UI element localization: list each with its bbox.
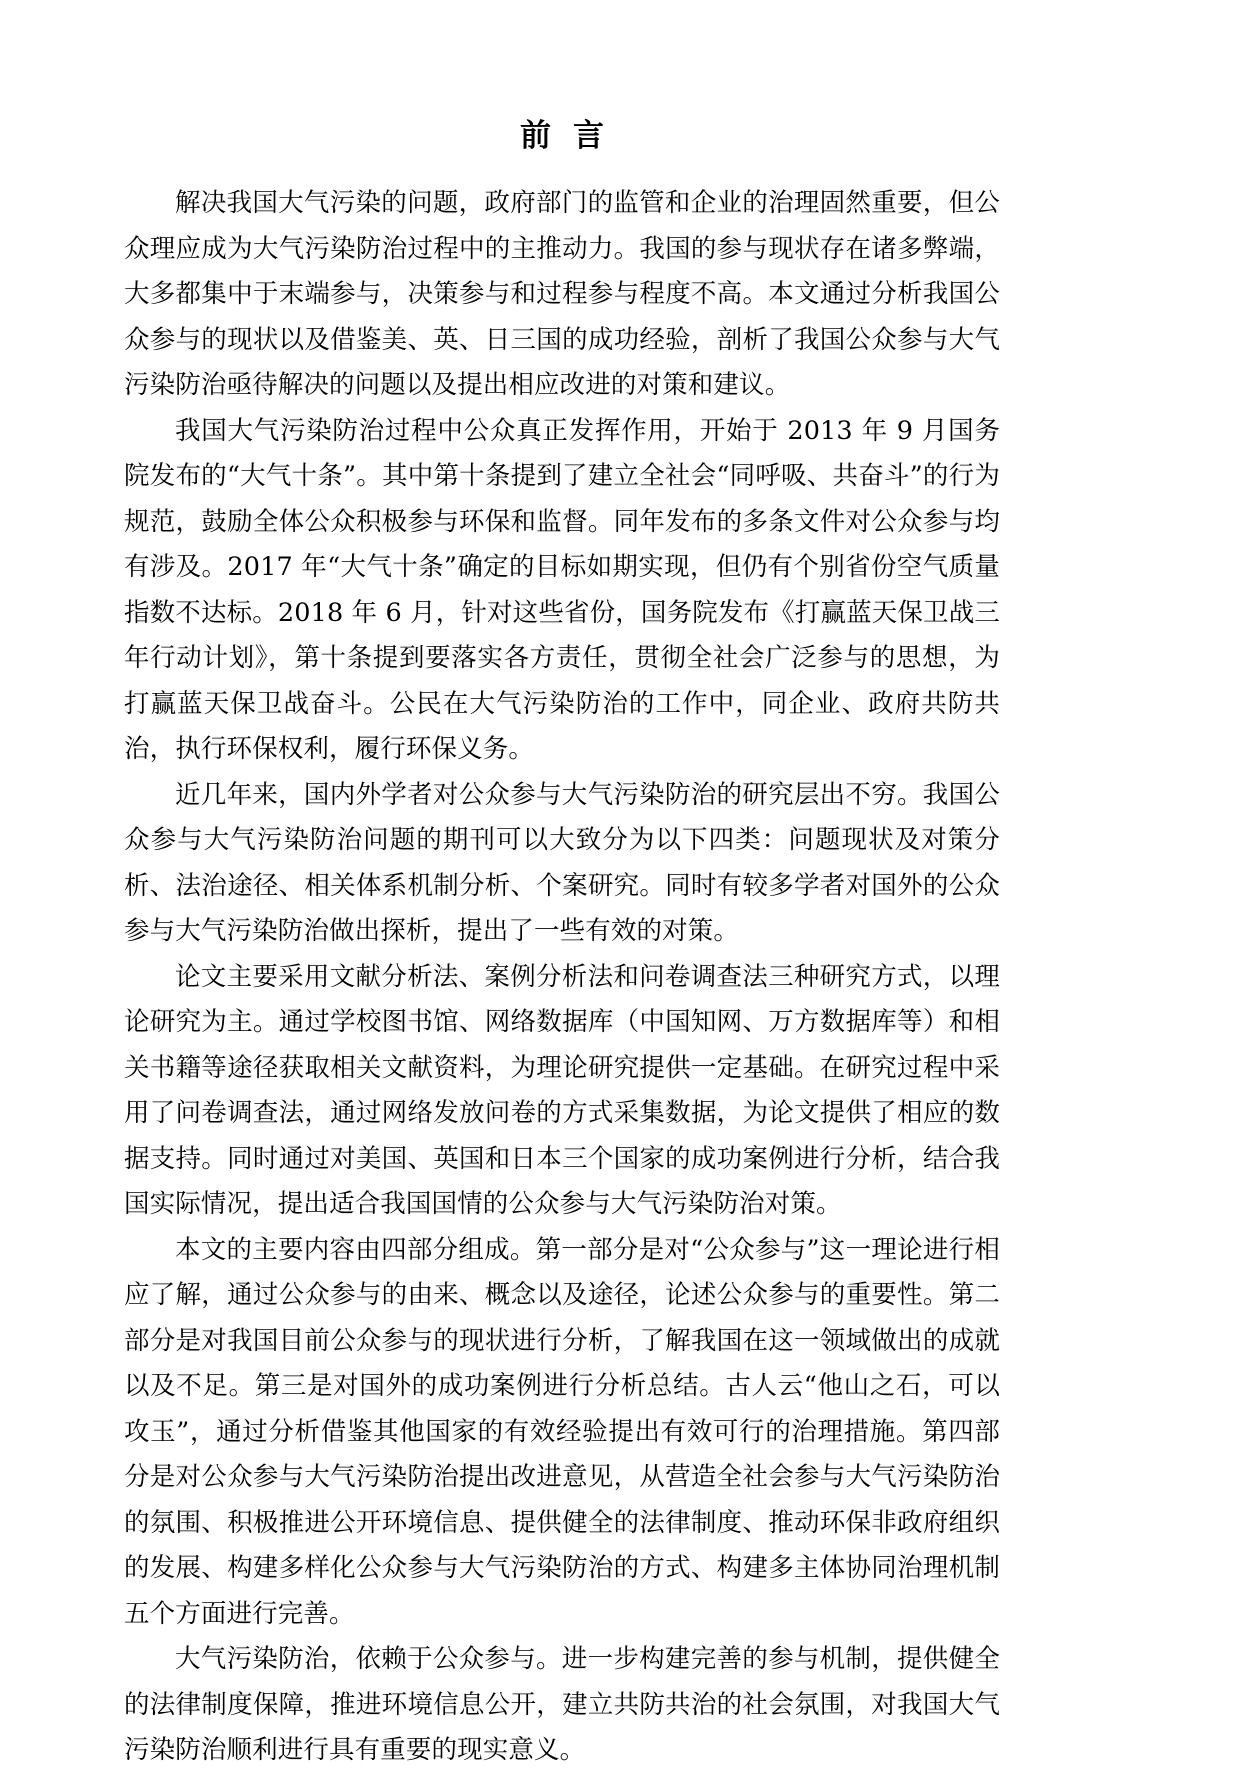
page-title: 前 言 — [520, 118, 610, 154]
paragraph: 我国大气污染防治过程中公众真正发挥作用，开始于 2013 年 9 月国务院发布的“大气十条”。其中第十条提到了建立全社会“同呼吸、共奋斗”的行为规范，鼓励全体公众积极参与环保和监督。同年发布的多条文件对公众参与均有涉及。2017 年“大气十条”确定的目标如期实现，但仍有个别省份空气质量指数不达标。2018 年 6 月，针对这些省份，国务院发布《打赢蓝天保卫战三年行动计划》，第十条提到要落实各方责任，贯彻全社会广泛参与的思想，为打赢蓝天保卫战奋斗。公民在大气污染防治的工作中，同企业、政府共防共治，执行环保权利，履行环保义务。 — [124, 415, 1000, 765]
paragraph: 论文主要采用文献分析法、案例分析法和问卷调查法三种研究方式，以理论研究为主。通过学校图书馆、网络数据库（中国知网、万方数据库等）和相关书籍等途径获取相关文献资料，为理论研究提供一定基础。在研究过程中采用了问卷调查法，通过网络发放问卷的方式采集数据，为论文提供了相应的数据支持。同时通过对美国、英国和日本三个国家的成功案例进行分析，结合我国实际情况，提出适合我国国情的公众参与大气污染防治对策。 — [124, 961, 1000, 1220]
paragraph: 近几年来，国内外学者对公众参与大气污染防治的研究层出不穷。我国公众参与大气污染防治问题的期刊可以大致分为以下四类：问题现状及对策分析、法治途径、相关体系机制分析、个案研究。同时有较多学者对国外的公众参与大气污染防治做出探析，提出了一些有效的对策。 — [124, 779, 1000, 947]
paragraph: 大气污染防治，依赖于公众参与。进一步构建完善的参与机制，提供健全的法律制度保障，推进环境信息公开，建立共防共治的社会氛围，对我国大气污染防治顺利进行具有重要的现实意义。 — [124, 1644, 1000, 1766]
page-content — [124, 118, 1000, 1774]
paragraph: 解决我国大气污染的问题，政府部门的监管和企业的治理固然重要，但公众理应成为大气污染防治过程中的主推动力。我国的参与现状存在诸多弊端，大多都集中于末端参与，决策参与和过程参与程度不高。本文通过分析我国公众参与的现状以及借鉴美、英、日三国的成功经验，剖析了我国公众参与大气污染防治亟待解决的问题以及提出相应改进的对策和建议。 — [124, 188, 1000, 401]
paragraph: 本文的主要内容由四部分组成。第一部分是对“公众参与”这一理论进行相应了解，通过公众参与的由来、概念以及途径，论述公众参与的重要性。第二部分是对我国目前公众参与的现状进行分析，了解我国在这一领域做出的成就以及不足。第三是对国外的成功案例进行分析总结。古人云“他山之石，可以攻玉”，通过分析借鉴其他国家的有效经验提出有效可行的治理措施。第四部分是对公众参与大气污染防治提出改进意见，从营造全社会参与大气污染防治的氛围、积极推进公开环境信息、提供健全的法律制度、推动环保非政府组织的发展、构建多样化公众参与大气污染防治的方式、构建多主体协同治理机制五个方面进行完善。 — [124, 1234, 1000, 1629]
